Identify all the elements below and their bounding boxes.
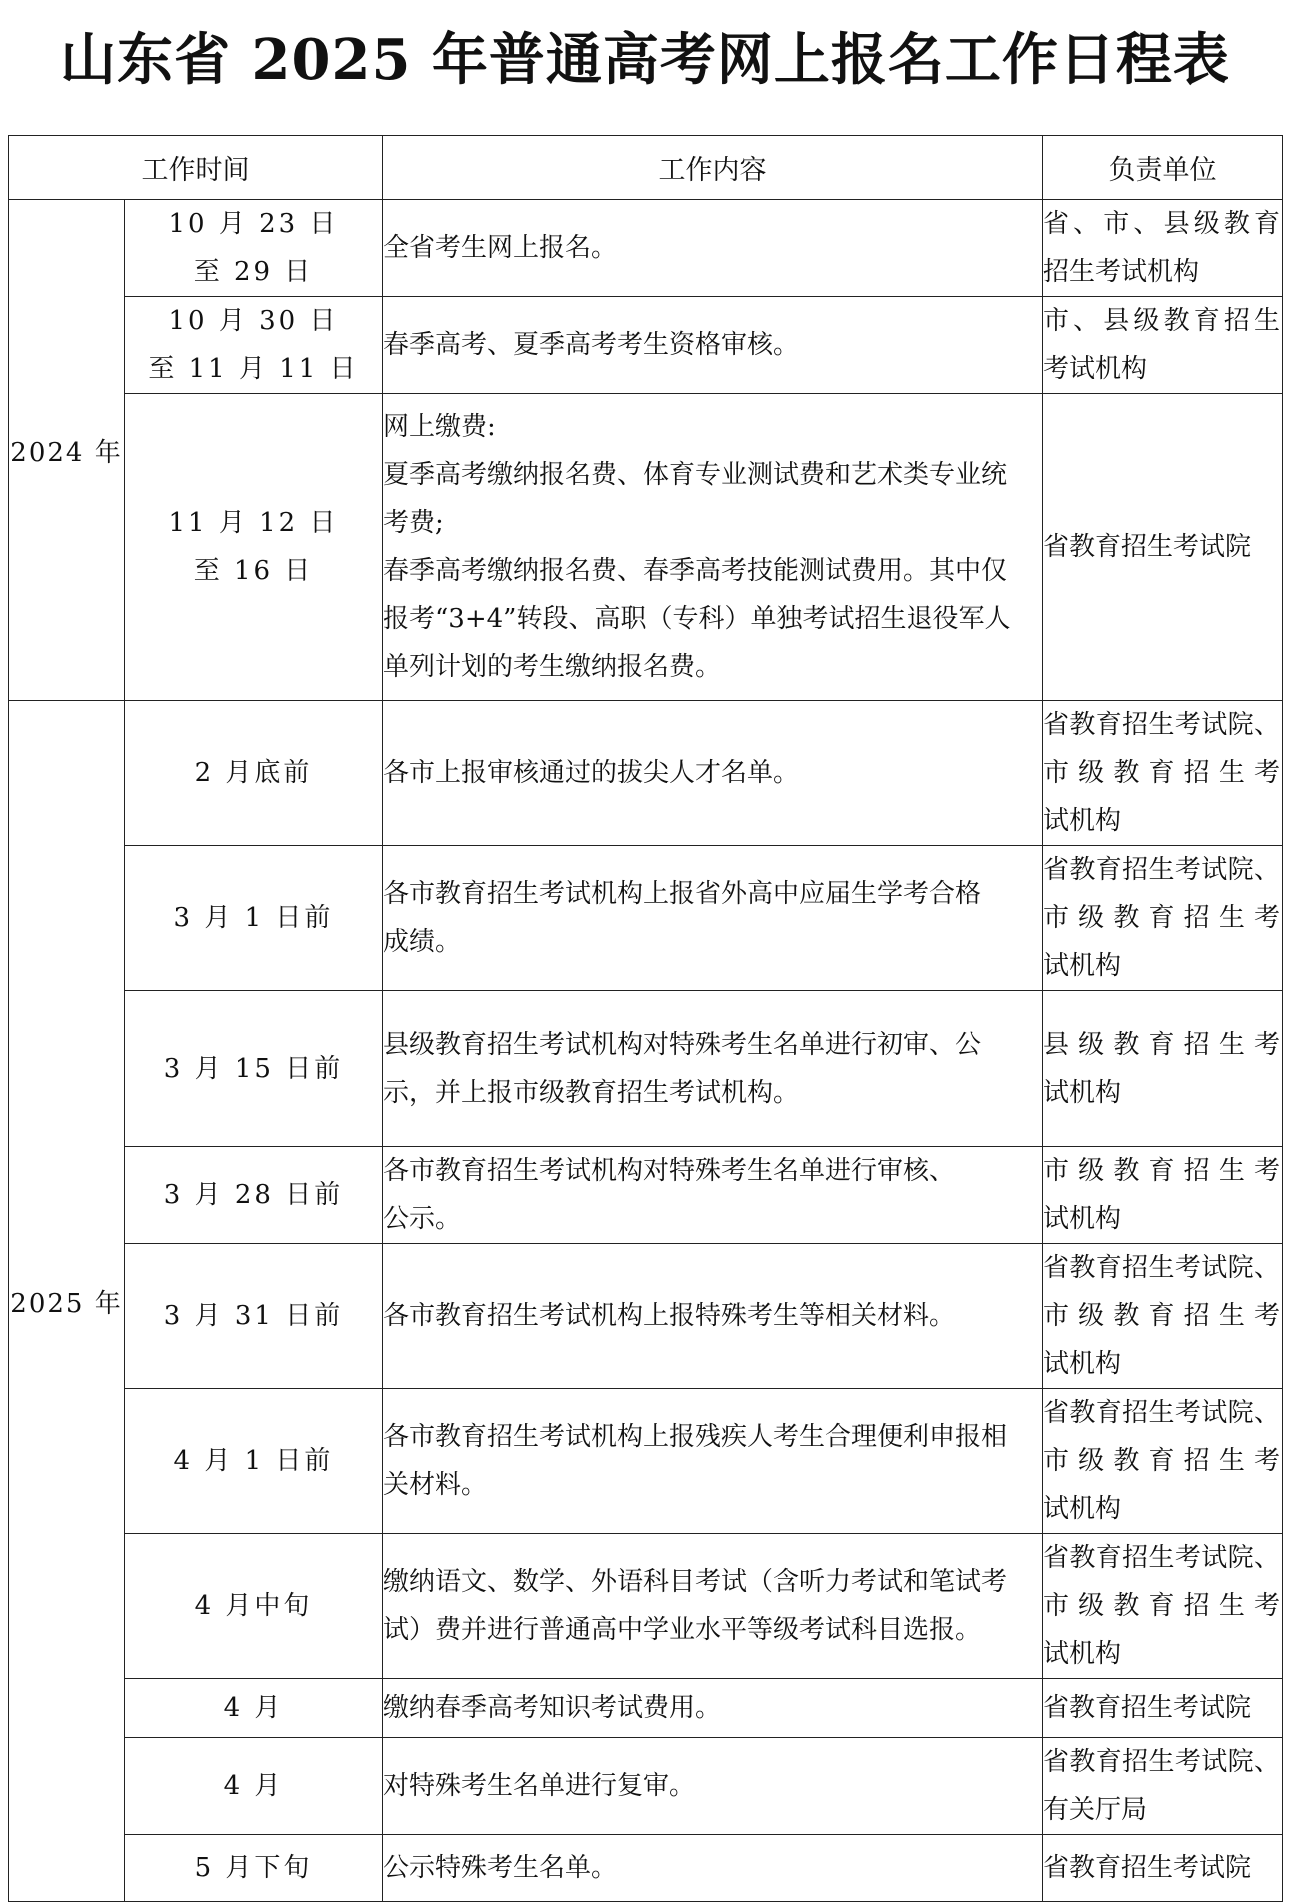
unit-cell [1043,701,1283,846]
year-2025-cell: 2025 年 [9,701,125,1902]
date-line: 4 月 [223,1771,284,1801]
date-line: 至 29 日 [193,257,314,287]
content-cell [383,1244,1043,1389]
unit-line: 试机构 [1043,1639,1122,1669]
date-cell [125,1244,383,1389]
content-cell [383,1534,1043,1679]
unit-line: 市级教育招生考 [1043,1301,1280,1331]
content-line: 各市教育招生考试机构上报残疾人考生合理便利申报相 [383,1422,1008,1452]
table-row [9,846,1283,991]
unit-line: 市、县级教育招生 [1043,306,1280,336]
date-line: 至 11 月 11 日 [148,354,359,384]
unit-line: 市级教育招生考 [1043,758,1280,788]
table-row [9,1679,1283,1738]
content-line: 公示。 [383,1204,462,1234]
unit-cell [1043,1835,1283,1902]
date-line: 5 月下旬 [194,1853,313,1883]
content-line: 公示特殊考生名单。 [383,1853,618,1883]
unit-line: 省教育招生考试院 [1043,1693,1252,1723]
date-line: 至 16 日 [193,556,314,586]
table-row [9,1534,1283,1679]
content-line: 各市教育招生考试机构上报省外高中应届生学考合格 [383,879,982,909]
date-cell [125,297,383,394]
date-line: 4 月 1 日前 [173,1446,334,1476]
unit-line: 市级教育招生考 [1043,1156,1280,1186]
unit-line: 试机构 [1043,806,1122,836]
unit-line: 省、市、县级教育 [1043,209,1280,239]
header-content: 工作内容 [383,136,1043,200]
date-line: 3 月 28 日前 [163,1180,344,1210]
table-row [9,1835,1283,1902]
content-line: 考费; [383,508,444,538]
unit-line: 有关厅局 [1043,1795,1148,1825]
content-cell [383,701,1043,846]
content-line: 单列计划的考生缴纳报名费。 [383,652,722,682]
unit-cell [1043,991,1283,1147]
content-line: 网上缴费: [383,412,496,442]
date-cell [125,1534,383,1679]
unit-cell [1043,297,1283,394]
content-cell [383,1679,1043,1738]
year-2024-cell: 2024 年 [9,200,125,701]
content-line: 对特殊考生名单进行复审。 [383,1771,696,1801]
unit-line: 试机构 [1043,1349,1122,1379]
unit-line: 市级教育招生考 [1043,1591,1280,1621]
date-cell [125,1738,383,1835]
unit-line: 考试机构 [1043,354,1148,384]
content-line: 全省考生网上报名。 [383,233,618,263]
date-line: 4 月 [223,1693,284,1723]
content-cell [383,394,1043,701]
schedule-table [8,135,1283,1902]
content-line: 各市上报审核通过的拔尖人才名单。 [383,758,800,788]
date-cell [125,1835,383,1902]
unit-cell [1043,1147,1283,1244]
date-cell [125,1679,383,1738]
content-cell [383,991,1043,1147]
unit-cell [1043,200,1283,297]
content-line: 试）费并进行普通高中学业水平等级考试科目选报。 [383,1615,982,1645]
unit-line: 市级教育招生考 [1043,903,1280,933]
content-line: 缴纳春季高考知识考试费用。 [383,1693,722,1723]
unit-line: 市级教育招生考 [1043,1446,1280,1476]
content-line: 缴纳语文、数学、外语科目考试（含听力考试和笔试考 [383,1567,1008,1597]
content-line: 报考“3+4”转段、高职（专科）单独考试招生退役军人 [383,604,1011,634]
date-line: 3 月 31 日前 [163,1301,344,1331]
unit-cell [1043,1534,1283,1679]
table-row [9,1389,1283,1534]
date-cell [125,200,383,297]
date-cell [125,701,383,846]
content-line: 春季高考、夏季高考考生资格审核。 [383,330,800,360]
table-row [9,1244,1283,1389]
unit-line: 省教育招生考试院、 [1043,710,1280,740]
header-time: 工作时间 [9,136,383,200]
date-cell [125,846,383,991]
unit-cell [1043,394,1283,701]
table-row [9,394,1283,701]
content-cell [383,1835,1043,1902]
page-title: 山东省 2025 年普通高考网上报名工作日程表 [60,27,1230,93]
content-line: 春季高考缴纳报名费、春季高考技能测试费用。其中仅 [383,556,1008,586]
unit-line: 省教育招生考试院、 [1043,1398,1280,1428]
unit-cell [1043,1244,1283,1389]
unit-line: 招生考试机构 [1043,257,1200,287]
content-line: 各市教育招生考试机构上报特殊考生等相关材料。 [383,1301,956,1331]
content-line: 县级教育招生考试机构对特殊考生名单进行初审、公 [383,1029,982,1060]
date-line: 10 月 30 日 [168,306,339,336]
date-line: 4 月中旬 [194,1591,313,1621]
unit-cell [1043,1738,1283,1835]
unit-line: 省教育招生考试院、 [1043,855,1280,885]
date-cell [125,1147,383,1244]
content-line: 示，并上报市级教育招生考试机构。 [383,1077,800,1108]
unit-line: 试机构 [1043,1494,1122,1524]
date-line: 2 月底前 [194,758,313,788]
unit-line: 省教育招生考试院、 [1043,1253,1280,1283]
table-row [9,991,1283,1147]
unit-line: 试机构 [1043,1204,1122,1234]
table-row [9,701,1283,846]
content-cell [383,1389,1043,1534]
content-line: 各市教育招生考试机构对特殊考生名单进行审核、 [383,1156,956,1186]
date-line: 10 月 23 日 [168,209,339,239]
content-cell [383,297,1043,394]
unit-cell [1043,1389,1283,1534]
table-row [9,1147,1283,1244]
header-row [9,136,1283,200]
unit-line: 试机构 [1043,951,1122,981]
date-line: 11 月 12 日 [168,508,339,538]
date-cell [125,991,383,1147]
content-line: 夏季高考缴纳报名费、体育专业测试费和艺术类专业统 [383,460,1008,490]
content-line: 成绩。 [383,927,462,957]
unit-cell [1043,846,1283,991]
content-cell [383,1738,1043,1835]
date-cell [125,1389,383,1534]
date-line: 3 月 15 日前 [163,1053,344,1084]
unit-line: 县级教育招生考 [1043,1029,1280,1060]
table-row [9,1738,1283,1835]
content-cell [383,846,1043,991]
table-row [9,297,1283,394]
unit-line: 省教育招生考试院 [1043,532,1252,562]
unit-line: 省教育招生考试院、 [1043,1747,1280,1777]
date-cell [125,394,383,701]
header-unit: 负责单位 [1043,136,1283,200]
unit-cell [1043,1679,1283,1738]
content-cell [383,1147,1043,1244]
table-row [9,200,1283,297]
unit-line: 省教育招生考试院、 [1043,1543,1280,1573]
content-line: 关材料。 [383,1470,488,1500]
date-line: 3 月 1 日前 [173,903,334,933]
unit-line: 试机构 [1043,1077,1122,1108]
content-cell [383,200,1043,297]
unit-line: 省教育招生考试院 [1043,1853,1252,1883]
